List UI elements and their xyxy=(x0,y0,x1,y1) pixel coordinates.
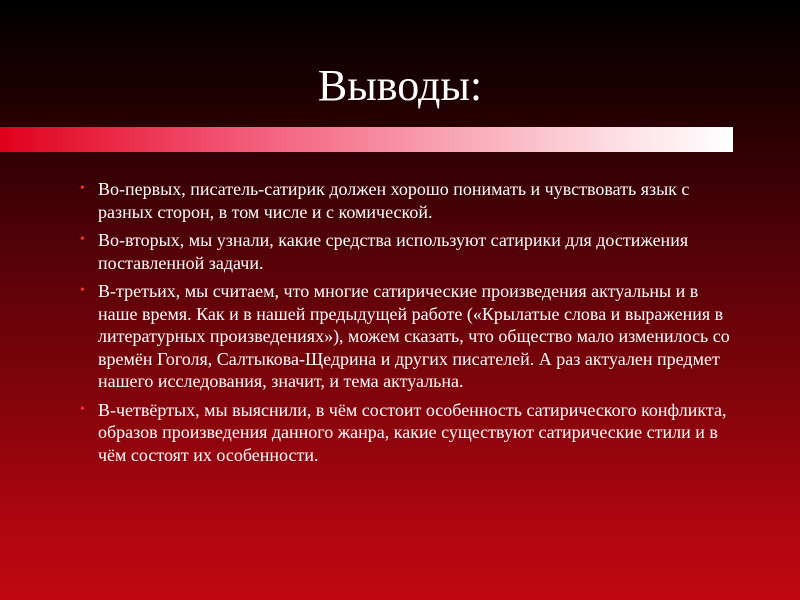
bullet-icon: • xyxy=(80,232,85,247)
bullet-icon: • xyxy=(80,283,85,298)
slide-title: Выводы: xyxy=(317,61,483,110)
bullet-list xyxy=(80,178,740,472)
bullet-icon: • xyxy=(80,181,85,196)
bullet-item-2 xyxy=(80,229,740,274)
bullet-text: В-третьих, мы считаем, что многие сатирические произведения актуальны и в наше время. Как и в нашей предыдущей работе («Крылатые слова и выражения в литературных произведениях»), можем сказать, что общество мало изменилось со времён Гоголя, Салтыкова-Щедрина и других писателей. А раз актуален предмет нашего исследования, значит, и тема актуальна. xyxy=(98,281,730,391)
bullet-text: Во-первых, писатель-сатирик должен хорошо понимать и чувствовать язык с разных сторон, в том числе и с комической. xyxy=(98,179,690,222)
bullet-item-3 xyxy=(80,280,740,393)
bullet-text: Во-вторых, мы узнали, какие средства используют сатирики для достижения поставленной задачи. xyxy=(98,230,689,273)
bullet-item-1 xyxy=(80,178,740,223)
bullet-icon: • xyxy=(80,401,85,417)
bullet-text: В-четвёртых, мы выяснили, в чём состоит особенность сатирического конфликта, образов произведения данного жанра, какие существуют сатирические стили и в чём состоят их особенности. xyxy=(98,399,727,465)
bullet-item-4 xyxy=(80,399,740,467)
title-accent-bar xyxy=(0,127,733,152)
